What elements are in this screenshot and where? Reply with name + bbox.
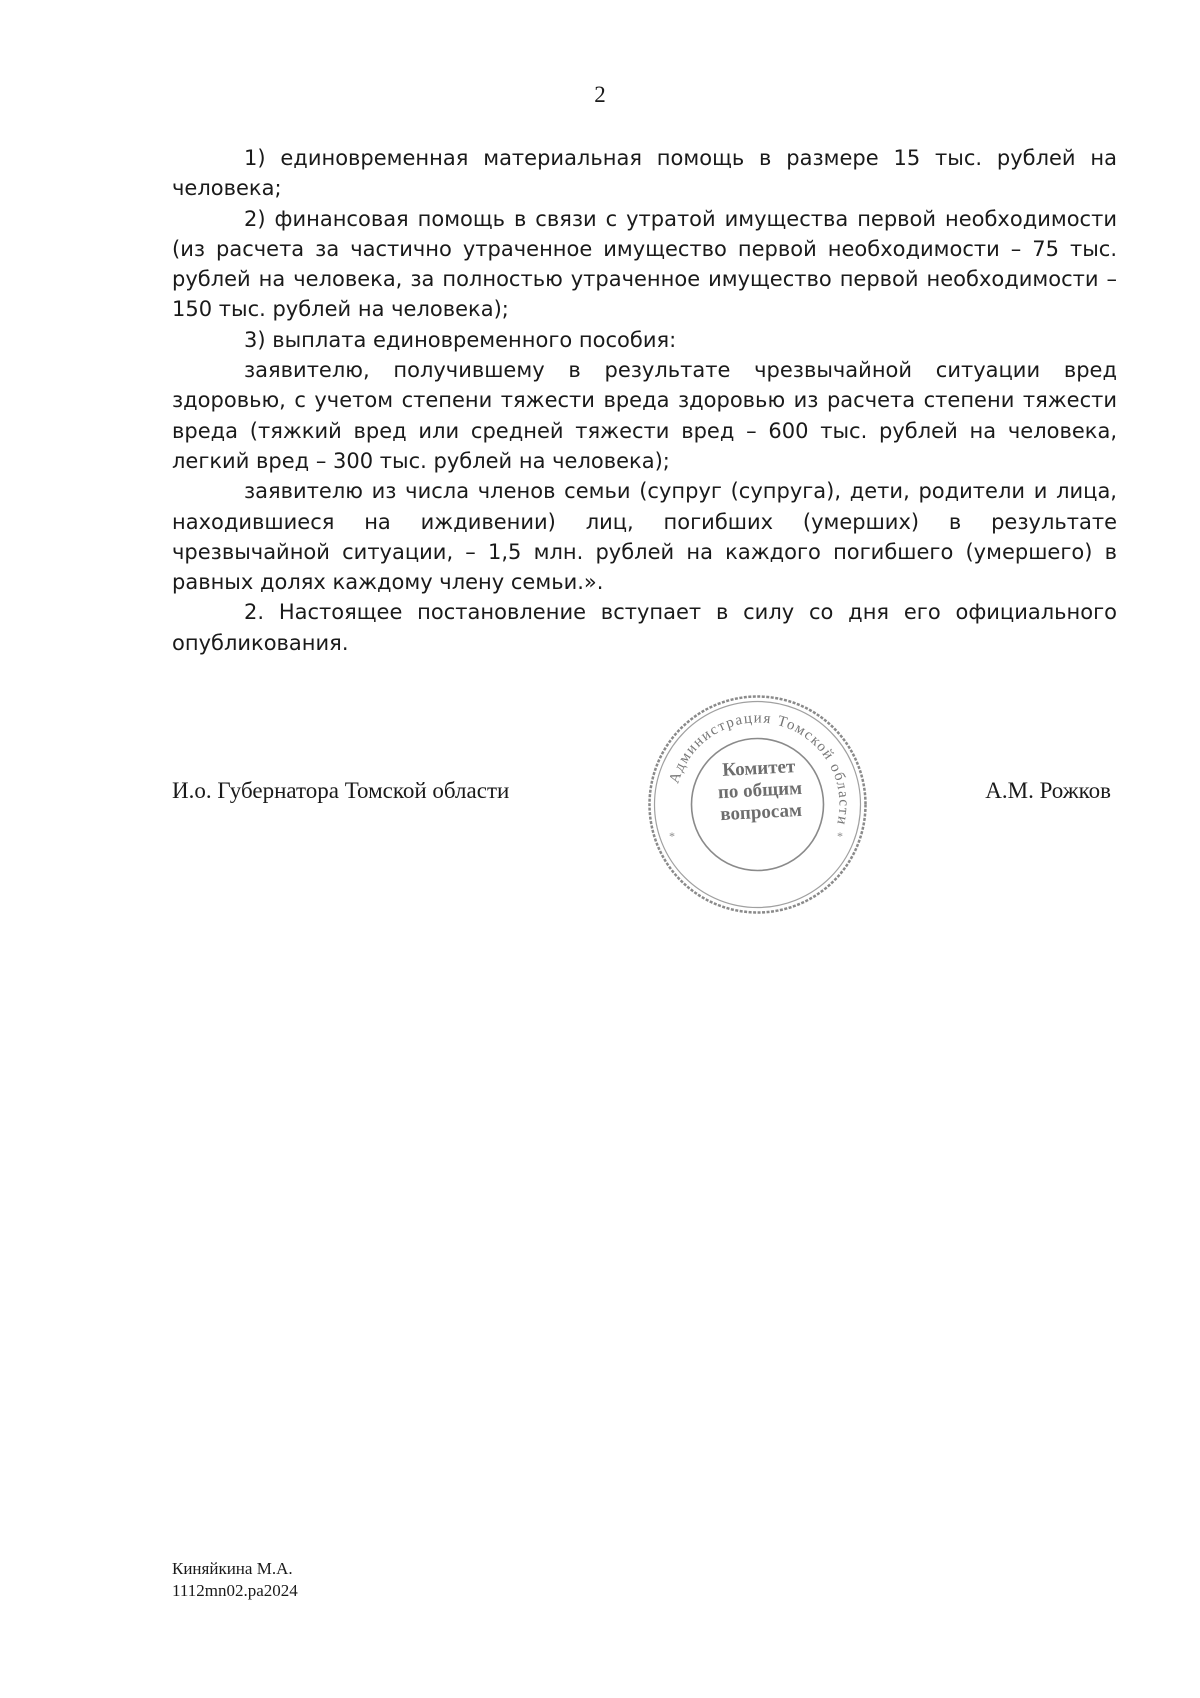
svg-text:*: * bbox=[837, 829, 843, 843]
stamp-center-text bbox=[703, 755, 816, 827]
executor-name: Киняйкина М.А. bbox=[172, 1559, 293, 1578]
paragraph-family-payment: заявителю из числа членов семьи (супруг (супруга), дети, родители и лица, находившиеся на иждивении) лиц, погибших (умерших) в результате чрезвычайной ситуации, – 1,5 млн. рублей на каждого погибшего (умершего) в равных долях каждому члену семьи.». bbox=[172, 479, 1117, 595]
paragraph-item-1: 1) единовременная материальная помощь в размере 15 тыс. рублей на человека; bbox=[172, 146, 1117, 201]
paragraph-injury-payment: заявителю, получившему в результате чрезвычайной ситуации вред здоровью, с учетом степени тяжести вреда здоровью из расчета степени тяжести вреда (тяжкий вред или средней тяжести вред – 600 тыс. рублей на человека, легкий вред – 300 тыс. рублей на человека); bbox=[172, 358, 1117, 473]
paragraph-item-3: 3) выплата единовременного пособия: bbox=[244, 327, 677, 352]
stamp-line: Комитет bbox=[721, 756, 796, 781]
svg-text:*: * bbox=[669, 829, 675, 843]
page-number: 2 bbox=[594, 82, 606, 107]
signer-name: А.М. Рожков bbox=[985, 778, 1111, 803]
document-footer bbox=[172, 1558, 298, 1602]
stamp-ring-text: Администрация Томской области bbox=[666, 710, 852, 828]
paragraph-effective-date: 2. Настоящее постановление вступает в силу со дня его официального опубликования. bbox=[172, 600, 1117, 655]
document-body bbox=[172, 143, 1117, 658]
signer-title: И.о. Губернатора Томской области bbox=[172, 778, 510, 803]
stamp-line: вопросам bbox=[719, 799, 803, 826]
document-code: 1112mn02.ра2024 bbox=[172, 1581, 298, 1600]
paragraph-item-2: 2) финансовая помощь в связи с утратой имущества первой необходимости (из расчета за частично утраченное имущество первой необходимости – 75 тыс. рублей на человека, за полностью утраченное имущество первой необходимости – 150 тыс. рублей на человека); bbox=[172, 206, 1117, 322]
official-stamp bbox=[645, 692, 870, 917]
stamp-line: по общим bbox=[717, 777, 803, 804]
